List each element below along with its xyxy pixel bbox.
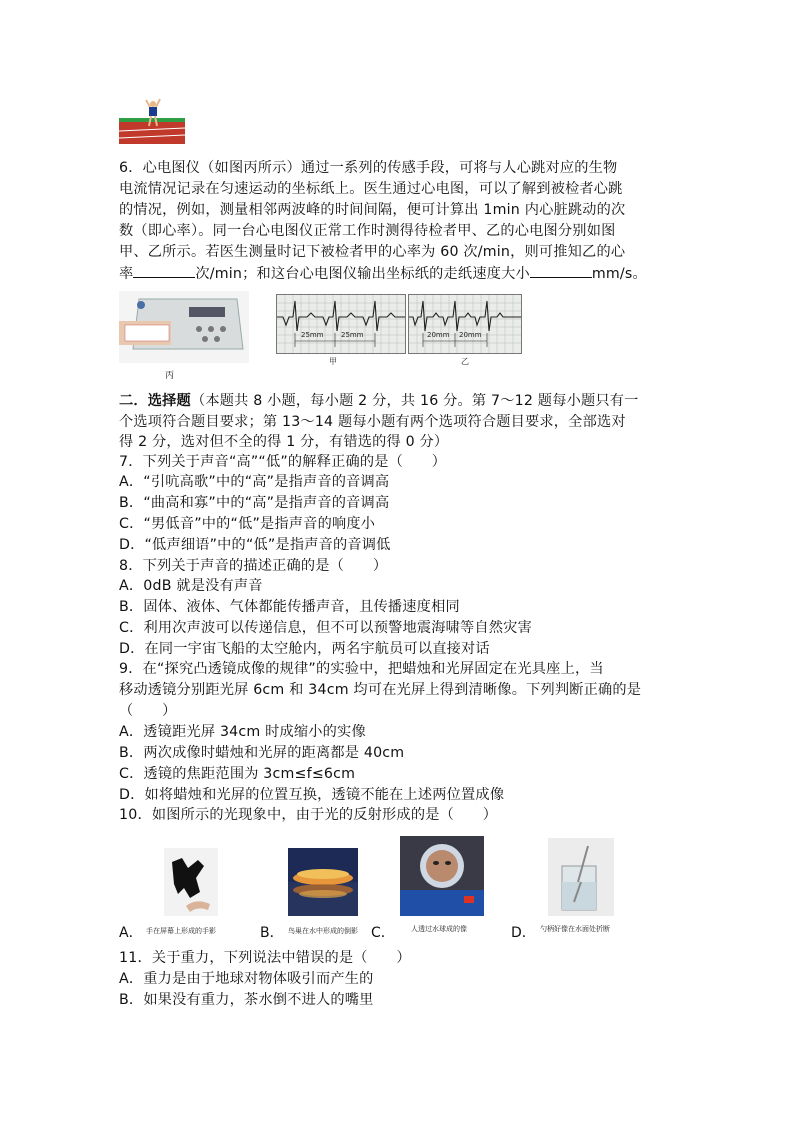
- q6-last-b: 次/min；和这台心电图仪输出坐标纸的走纸速度大小: [195, 266, 530, 282]
- q8-option-c[interactable]: C．利用次声波可以传递信息，但不可以预警地震海啸等自然灾害: [119, 620, 532, 636]
- bird-nest-reflection-image: [288, 848, 358, 916]
- q9-stem-2: 移动透镜分别距光屏 6cm 和 34cm 均可在光屏上得到清晰像。下列判断正确的是: [119, 682, 642, 698]
- section2-line-2: 个选项符合题目要求；第 13～14 题每小题有两个选项符合题目要求，全部选对: [119, 414, 626, 430]
- q6-line-1: 6．心电图仪（如图丙所示）通过一系列的传感手段，可将与人心跳对应的生物: [119, 160, 618, 176]
- q6-line-5: 甲、乙所示。若医生测量时记下被检者甲的心率为 60 次/min，则可推知乙的心: [119, 244, 626, 260]
- q6-last-c: mm/s。: [591, 266, 647, 282]
- q6-line-4: 数（即心率）。同一台心电图仪正常工作时测得待检者甲、乙的心电图分别如图: [119, 223, 616, 239]
- ecg-chart-yi: [408, 294, 522, 354]
- high-jump-athlete-image: [119, 98, 185, 144]
- section2-line-1: [119, 391, 639, 411]
- answer-blank-paper-speed[interactable]: [530, 263, 592, 278]
- q10-option-b-label[interactable]: B．: [260, 925, 284, 941]
- spoon-in-water-image: [548, 838, 614, 916]
- q10-caption-a: 手在屏幕上形成的手影: [146, 927, 216, 935]
- hand-shadow-image: [164, 848, 218, 916]
- ecg-jia-mark-2: 25mm: [341, 331, 364, 339]
- q10-caption-d: 勺柄好像在水面处折断: [540, 925, 610, 933]
- answer-blank-heart-rate[interactable]: [133, 263, 195, 278]
- ecg-jia-caption: 甲: [329, 357, 337, 366]
- q7-option-b[interactable]: B．“曲高和寡”中的“高”是指声音的音调高: [119, 495, 390, 511]
- q7-option-a[interactable]: A．“引吭高歌”中的“高”是指声音的音调高: [119, 474, 390, 490]
- q9-option-d[interactable]: D．如将蜡烛和光屏的位置互换，透镜不能在上述两位置成像: [119, 787, 505, 803]
- ecg-yi-mark-1: 20mm: [427, 331, 450, 339]
- q10-caption-b: 鸟巢在水中形成的倒影: [288, 927, 358, 935]
- section2-heading: 二．选择题: [119, 393, 191, 409]
- q8-option-b[interactable]: B．固体、液体、气体都能传播声音，且传播速度相同: [119, 599, 460, 615]
- q10-option-a-label[interactable]: A．: [119, 925, 143, 941]
- q7-option-d[interactable]: D．“低声细语”中的“低”是指声音的音调低: [119, 537, 391, 553]
- q9-stem-3: （ ）: [119, 703, 177, 719]
- ecg-yi-mark-2: 20mm: [459, 331, 482, 339]
- q6-line-2: 电流情况记录在匀速运动的坐标纸上。医生通过心电图，可以了解到被检者心跳: [119, 181, 623, 197]
- q9-option-c[interactable]: C．透镜的焦距范围为 3cm≤f≤6cm: [119, 766, 356, 782]
- q10-option-c-label[interactable]: C．: [371, 925, 395, 941]
- ecg-machine-image: [119, 291, 249, 363]
- q7-stem: 7．下列关于声音“高”“低”的解释正确的是（ ）: [119, 454, 447, 470]
- q10-caption-c: 人透过水球成的像: [411, 925, 467, 933]
- q10-stem: 10．如图所示的光现象中，由于光的反射形成的是（ ）: [119, 807, 498, 823]
- ecg-jia-mark-1: 25mm: [301, 331, 324, 339]
- q11-option-b[interactable]: B．如果没有重力，茶水倒不进人的嘴里: [119, 992, 374, 1008]
- ecg-chart-jia: [276, 294, 406, 354]
- q8-option-d[interactable]: D．在同一宇宙飞船的太空舱内，两名宇航员可以直接对话: [119, 641, 490, 657]
- q6-line-3: 的情况，例如，测量相邻两波峰的时间间隔，便可计算出 1min 内心脏跳动的次: [119, 202, 626, 218]
- q9-option-a[interactable]: A．透镜距光屏 34cm 时成缩小的实像: [119, 724, 366, 740]
- q8-stem: 8．下列关于声音的描述正确的是（ ）: [119, 558, 388, 574]
- water-ball-image: [400, 836, 484, 916]
- section2-intro-1: （本题共 8 小题，每小题 2 分，共 16 分。第 7～12 题每小题只有一: [190, 393, 639, 409]
- q11-stem: 11．关于重力，下列说法中错误的是（ ）: [119, 950, 411, 966]
- ecg-machine-caption: 丙: [165, 371, 175, 381]
- ecg-yi-caption: 乙: [461, 357, 469, 366]
- q6-line-6: [119, 263, 647, 284]
- q9-option-b[interactable]: B．两次成像时蜡烛和光屏的距离都是 40cm: [119, 745, 405, 761]
- section2-line-3: 得 2 分，选对但不全的得 1 分，有错选的得 0 分）: [119, 434, 449, 450]
- q9-stem-1: 9．在“探究凸透镜成像的规律”的实验中，把蜡烛和光屏固定在光具座上，当: [119, 661, 604, 677]
- q11-option-a[interactable]: A．重力是由于地球对物体吸引而产生的: [119, 971, 374, 987]
- q10-option-d-label[interactable]: D．: [511, 925, 536, 941]
- q8-option-a[interactable]: A．0dB 就是没有声音: [119, 578, 263, 594]
- q7-option-c[interactable]: C．“男低音”中的“低”是指声音的响度小: [119, 516, 376, 532]
- q6-last-a: 率: [119, 266, 134, 282]
